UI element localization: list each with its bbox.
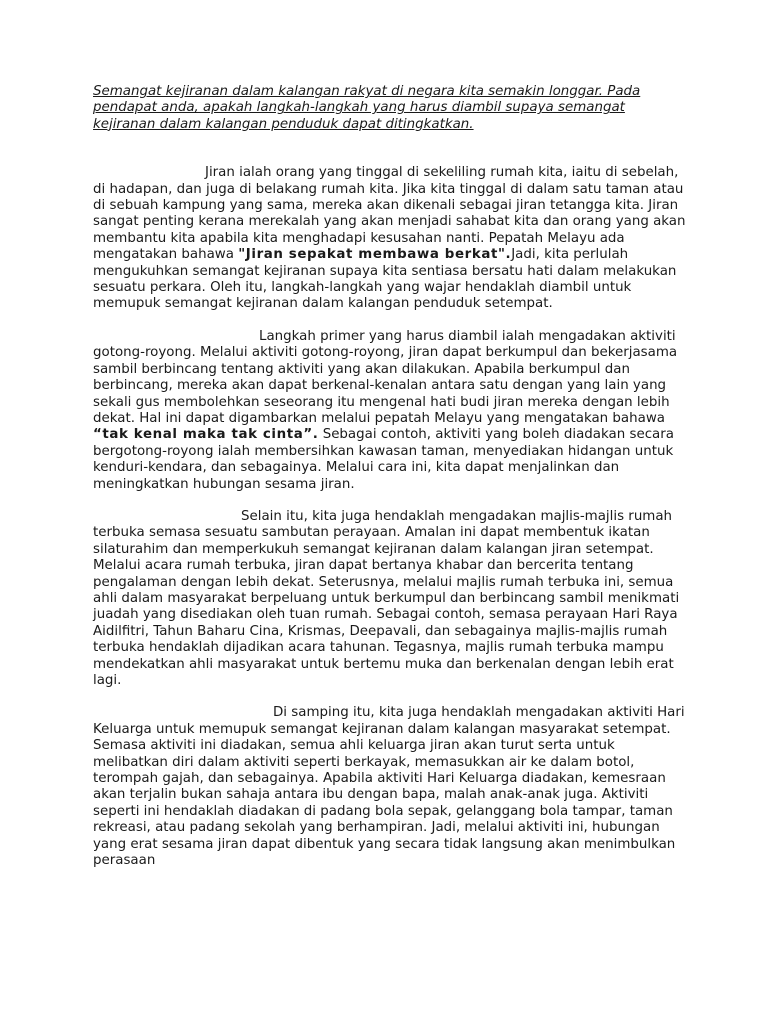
paragraph-rumah-terbuka: Selain itu, kita juga hendaklah mengadakan majlis-majlis rumah terbuka semasa sesuatu sambutan perayaan. Amalan ini dapat membentuk ikatan silaturahim dan memperkukuh semangat kejiranan dalam kalangan jiran setempat. Melalui acara rumah terbuka, jiran dapat bertanya khabar dan bercerita tentang pengalaman dengan lebih dekat. Seterusnya, melalui majlis rumah terbuka ini, semua ahli dalam masyarakat berpeluang untuk berkumpul dan berbincang sambil menikmati juadah yang disediakan oleh tuan rumah. Sebagai contoh, semasa perayaan Hari Raya Aidilfitri, Tahun Baharu Cina, Krismas, Deepavali, dan sebagainya majlis-majlis rumah terbuka hendaklah dijadikan acara tahunan. Tegasnya, majlis rumah terbuka mampu mendekatkan ahli masyarakat untuk bertemu muka dan berkenalan dengan lebih erat lagi. — [93, 508, 680, 688]
proverb-quote: "Jiran sepakat membawa berkat". — [238, 247, 512, 263]
essay-question: Semangat kejiranan dalam kalangan rakyat di negara kita semakin longgar. Pada pendapat anda, apakah langkah-langkah yang harus diambil supaya semangat kejiranan dalam kalangan penduduk dapat ditingkatkan. — [93, 84, 641, 132]
paragraph-text: Jiran ialah orang yang tinggal di sekeliling rumah kita, iaitu di sebelah, di hadapan, dan juga di belakang rumah kita. Jika kita tinggal di dalam satu taman atau di sebuah kampung yang sama, mereka akan dikenali sebagai jiran tetangga kita. Jiran sangat penting kerana merekalah yang akan menjadi sahabat kita dan orang yang akan membantu kita apabila kita menghadapi kesusahan nanti. Pepatah Melayu ada mengatakan bahawa — [93, 165, 686, 263]
paragraph-introduction — [93, 165, 687, 313]
paragraph-text: Jadi, kita perlulah mengukuhkan semangat kejiranan supaya kita sentiasa bersatu hati dalam melakukan sesuatu perkara. Oleh itu, langkah-langkah yang wajar hendaklah diambil untuk memupuk semangat kejiranan dalam kalangan penduduk setempat. — [93, 247, 677, 312]
paragraph-text: Langkah primer yang harus diambil ialah mengadakan aktiviti gotong-royong. Melalui aktiviti gotong-royong, jiran dapat berkumpul dan bekerjasama sambil berbincang tentang aktiviti yang akan dilakukan. Apabila berkumpul dan berbincang, mereka akan dapat berkenal-kenalan antara satu dengan yang lain yang sekali gus membolehkan seseorang itu mengenal hati budi jiran mereka dengan lebih dekat. Hal ini dapat digambarkan melalui pepatah Melayu yang mengatakan bahawa — [93, 328, 678, 426]
paragraph-hari-keluarga: Di samping itu, kita juga hendaklah mengadakan aktiviti Hari Keluarga untuk memupuk semangat kejiranan dalam kalangan masyarakat setempat. Semasa aktiviti ini diadakan, semua ahli keluarga jiran akan turut serta untuk melibatkan diri dalam aktiviti seperti berkayak, memasukkan air ke dalam botol, terompah gajah, dan sebagainya. Apabila aktiviti Hari Keluarga diadakan, kemesraan akan terjalin bukan sahaja antara ibu dengan bapa, malah anak-anak juga. Aktiviti seperti ini hendaklah diadakan di padang bola sepak, gelanggang bola tampar, taman rekreasi, atau padang sekolah yang berhampiran. Jadi, melalui aktiviti ini, hubungan yang erat sesama jiran dapat dibentuk yang secara tidak langsung akan menimbulkan perasaan — [93, 705, 685, 869]
essay-body — [93, 84, 687, 869]
paragraph-gotong-royong — [93, 329, 687, 493]
proverb-quote: “tak kenal maka tak cinta”. — [93, 427, 319, 443]
paragraph-text: Sebagai contoh, aktiviti yang boleh diadakan secara bergotong-royong ialah membersihkan kawasan taman, menyediakan hidangan untuk kenduri-kendara, dan sebagainya. Melalui cara ini, kita dapat menjalinkan dan meningkatkan hubungan sesama jiran. — [93, 427, 674, 492]
